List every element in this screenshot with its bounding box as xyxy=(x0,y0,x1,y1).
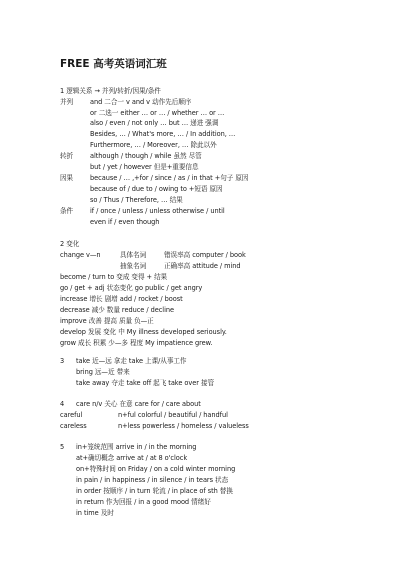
text-segment: 正确率高 attitude / mind xyxy=(164,262,241,270)
text-segment: Besides, … / What's more, … / In addition, … xyxy=(90,130,236,138)
text-segment: improve 改善 提高 质量 负—正 xyxy=(60,317,154,325)
text-segment: care n/v 关心 在意 care for / care about xyxy=(76,400,201,408)
text-segment: Furthermore, … / Moreover, … 除此以外 xyxy=(90,141,217,149)
text-segment: 3 xyxy=(60,357,65,365)
text-segment: or 二选一 either … or … / whether … or … xyxy=(90,109,225,117)
text-segment: develop 发展 变化 中 My illness developed seriously. xyxy=(60,328,227,336)
text-segment: increase 增长 剧增 add / rocket / boost xyxy=(60,295,183,303)
text-segment: n+less powerless / homeless / valueless xyxy=(118,422,249,430)
text-segment: change v—n xyxy=(60,251,101,259)
text-segment: at+确切概念 arrive at / at 8 o'clock xyxy=(76,454,188,462)
text-segment: in pain / in happiness / in silence / in tears 状态 xyxy=(76,476,229,484)
text-segment: 因果 xyxy=(60,174,74,182)
text-segment: 2 变化 xyxy=(60,240,80,248)
text-segment: careless xyxy=(60,422,87,430)
text-segment: 条件 xyxy=(60,207,74,215)
text-segment: 错误率高 computer / book xyxy=(164,251,246,259)
text-segment: grow 成长 积累 少—多 程度 My impatience grew. xyxy=(60,339,213,347)
text-segment: because of / due to / owing to +短语 原因 xyxy=(90,185,223,193)
text-segment: and 二合一 v and v 动作先后顺序 xyxy=(90,98,192,106)
text-segment: careful xyxy=(60,411,83,419)
text-segment: 4 xyxy=(60,400,65,408)
text-segment: in return 作为回报 / in a good mood 情绪好 xyxy=(76,498,211,506)
text-segment: if / once / unless / unless otherwise / until xyxy=(90,207,225,215)
text-segment: 抽象名词 xyxy=(120,262,147,270)
text-segment: in time 及时 xyxy=(76,509,114,517)
text-segment: go / get + adj 状态变化 go public / get angry xyxy=(60,284,203,292)
text-segment: but / yet / however 但是+重要信息 xyxy=(90,163,199,171)
text-segment: although / though / while 虽然 尽管 xyxy=(90,152,202,160)
text-segment: because / … ,+for / since / as / in that +句子 原因 xyxy=(90,174,249,182)
text-segment: decrease 减少 数量 reduce / decline xyxy=(60,306,174,314)
text-segment: 并列 xyxy=(60,98,74,106)
text-segment: so / Thus / Therefore, … 结果 xyxy=(90,196,183,204)
text-segment: 转折 xyxy=(60,152,74,160)
text-segment: take away 夺走 take off 起飞 take over 接管 xyxy=(76,379,215,387)
text-segment: bring 远—近 带来 xyxy=(76,368,130,376)
text-segment: even if / even though xyxy=(90,218,160,226)
text-segment: in+笼统范围 arrive in / in the morning xyxy=(76,443,197,451)
text-segment: also / even / not only … but … 递进 强调 xyxy=(90,119,219,127)
text-segment: 1 逻辑关系 → 并列/转折/因果/条件 xyxy=(60,87,161,95)
text-segment: on+特殊时间 on Friday / on a cold winter morning xyxy=(76,465,236,473)
text-segment: 5 xyxy=(60,443,65,451)
text-segment: 具体名词 xyxy=(120,251,147,259)
document-title: FREE 高考英语词汇班 xyxy=(60,58,167,70)
text-segment: in order 按顺序 / in turn 轮流 / in place of sth 替换 xyxy=(76,487,233,495)
text-segment: n+ful colorful / beautiful / handful xyxy=(118,411,228,419)
text-segment: take 近—远 拿走 take 上课/从事工作 xyxy=(76,357,187,365)
text-segment: become / turn to 变成 变得 + 结果 xyxy=(60,273,168,281)
